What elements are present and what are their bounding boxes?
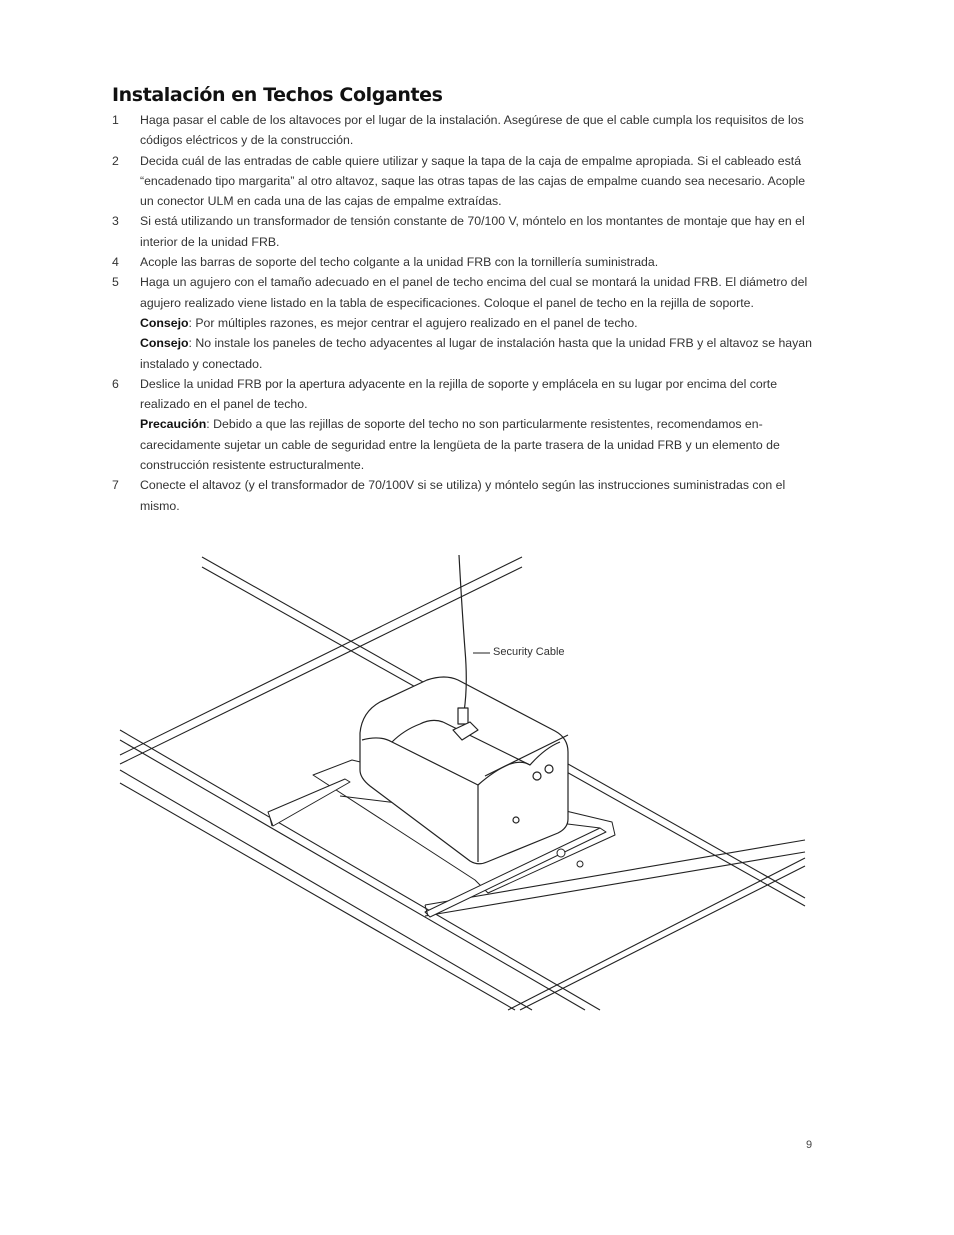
- step-text: Acople las barras de soporte del techo colgante a la unidad FRB con la tornillería suministrada.: [140, 255, 659, 270]
- caution-note: [140, 414, 812, 475]
- step-text: Si está utilizando un transformador de tensión constante de 70/100 V, móntelo en los montantes de montaje que hay en el interior de la unidad FRB.: [140, 214, 805, 249]
- step-6: [112, 374, 812, 475]
- step-number: 4: [112, 255, 119, 270]
- tip-text: : Por múltiples razones, es mejor centrar el agujero realizado en el panel de techo.: [188, 315, 638, 330]
- step-text: Conecte el altavoz (y el transformador de 70/100V si se utiliza) y móntelo según las instrucciones suministradas con el mismo.: [140, 478, 786, 513]
- step-number: 3: [112, 214, 119, 229]
- step-text: Haga un agujero con el tamaño adecuado en el panel de techo encima del cual se montará la unidad FRB. El diámetro del agujero realizado viene listado en la tabla de especificaciones. Coloque el panel de techo en la rejilla de soporte.: [140, 275, 808, 310]
- step-number: 6: [112, 376, 119, 391]
- installation-steps: [112, 110, 812, 516]
- step-text: Deslice la unidad FRB por la apertura adyacente en la rejilla de soporte y emplácela en su lugar por encima del corte realizado en el panel de techo.: [140, 376, 778, 412]
- step-2: [112, 151, 812, 212]
- step-5: [112, 272, 812, 373]
- caution-text: : Debido a que las rejillas de soporte del techo no son particularmente resistentes, recomendamos en-carecidamente sujetar un cable de seguridad entre la lengüeta de la parte trasera de la unidad FRB y un elemento de construcción resistente estructuralmente.: [140, 417, 780, 473]
- step-number: 5: [112, 275, 119, 290]
- backbox: [360, 677, 568, 864]
- step-number: 2: [112, 153, 119, 168]
- step-1: [112, 110, 812, 151]
- step-text: Decida cuál de las entradas de cable quiere utilizar y saque la tapa de la caja de empalme apropiada. Si el cableado está “encadenado tipo margarita” al otro altavoz, saque las otras tapas de las cajas de empalme cuando sea necesario. Acople un conector ULM en cada una de las cajas de empalme extraídas.: [140, 153, 806, 209]
- page-title: Instalación en Techos Colgantes: [112, 84, 443, 106]
- tip-note: [140, 313, 812, 333]
- step-4: [112, 252, 812, 272]
- step-7: [112, 475, 812, 516]
- caution-label: Precaución: [140, 417, 207, 432]
- security-cable-label: Security Cable: [493, 646, 565, 658]
- step-3: [112, 211, 812, 252]
- step-text: Haga pasar el cable de los altavoces por el lugar de la instalación. Asegúrese de que el cable cumpla los requisitos de los códigos eléctricos y de la construcción.: [140, 113, 804, 148]
- step-number: 1: [112, 113, 119, 127]
- step-number: 7: [112, 478, 119, 493]
- tip-text: : No instale los paneles de techo adyacentes al lugar de instalación hasta que la unidad FRB y el altavoz se hayan instalado y conectado.: [140, 336, 812, 371]
- suspended-ceiling-installation-illustration: [118, 553, 808, 1013]
- tip-label: Consejo: [140, 336, 189, 351]
- page-number: 9: [806, 1139, 813, 1151]
- tip-label: Consejo: [140, 315, 189, 330]
- tip-note: [140, 333, 812, 374]
